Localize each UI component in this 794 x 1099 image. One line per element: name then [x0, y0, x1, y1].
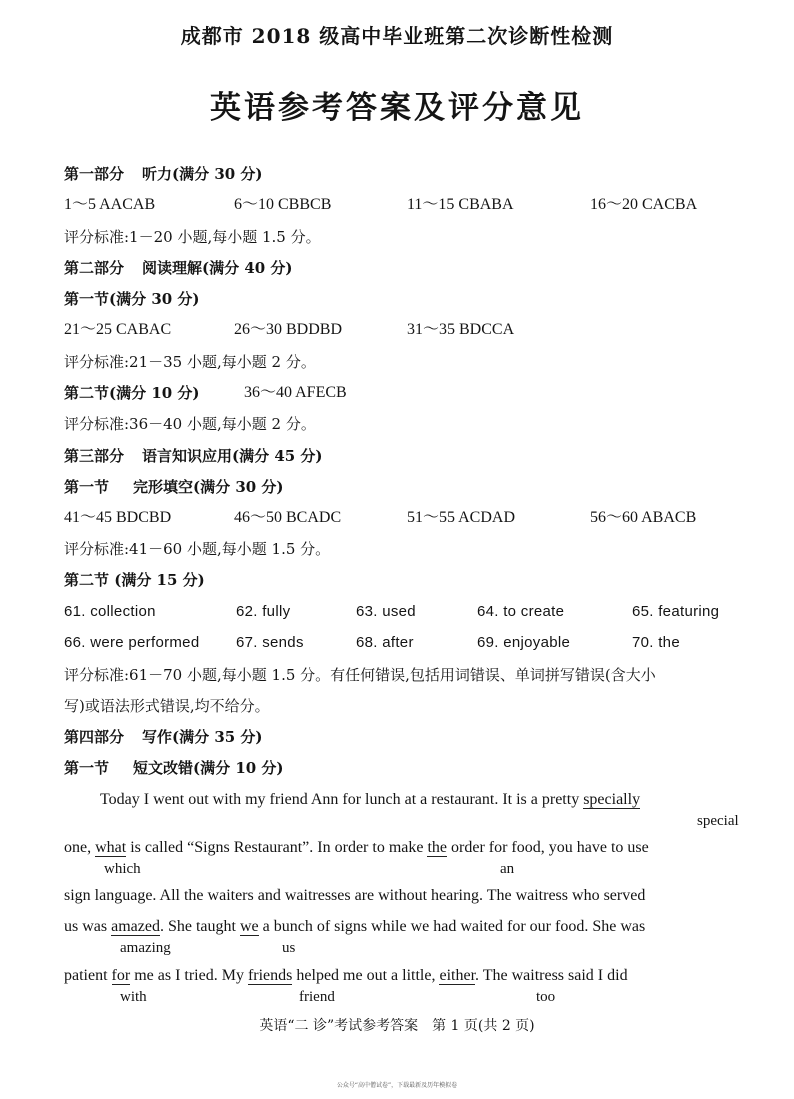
answer-group: 1～5 AACAB — [64, 196, 156, 213]
section-heading: 第一节(满分 30 分) — [64, 290, 200, 308]
answer-group: 26～30 BDDBD — [234, 321, 343, 338]
scoring-criteria: 评分标准:36－40 小题,每小题 2 分。 — [64, 415, 316, 433]
scoring-criteria: 评分标准:21－35 小题,每小题 2 分。 — [64, 353, 316, 371]
error-word: either — [439, 967, 476, 984]
answer-group: 21～25 CABAC — [64, 321, 172, 338]
page-footer: 英语“二 诊”考试参考答案 第 1 页(共 2 页) — [259, 1018, 535, 1034]
correction-word: special — [697, 813, 739, 829]
watermark-text: 公众号“高中僧试卷”，下载最新及历年模拟卷 — [336, 1082, 458, 1089]
scoring-criteria: 评分标准:61－70 小题,每小题 1.5 分。有任何错误,包括用词错误、单词拼写错误(含大小 — [64, 666, 656, 684]
part4-heading-title: 写作(满分 35 分) — [142, 728, 263, 746]
answer-group: 41～45 BDCBD — [64, 509, 172, 526]
passage-line — [64, 917, 645, 937]
answer-group: 6～10 CBBCB — [234, 196, 332, 213]
section-heading: 第二节 (满分 15 分) — [64, 571, 205, 589]
answer-group: 36～40 AFECB — [244, 384, 347, 401]
answer-item: 63. used — [356, 603, 416, 620]
answer-item: 70. the — [632, 634, 680, 651]
passage-text: one, — [64, 839, 96, 856]
part3-heading-title: 语言知识应用(满分 45 分) — [142, 447, 323, 465]
scoring-criteria: 评分标准:41－60 小题,每小题 1.5 分。 — [64, 540, 331, 558]
part3-heading — [64, 446, 323, 466]
scoring-criteria-continued: 写)或语法形式错误,均不给分。 — [64, 697, 270, 715]
part3-heading-label: 第三部分 — [64, 447, 125, 465]
passage-text: us was — [64, 918, 112, 935]
section-heading-label: 第一节 — [64, 759, 110, 777]
section-heading — [64, 477, 284, 497]
part2-heading-title: 阅读理解(满分 40 分) — [142, 259, 293, 277]
passage-text: . She taught — [159, 918, 240, 935]
section-heading-title: 完形填空(满分 30 分) — [133, 478, 284, 496]
answer-group: 31～35 BDCCA — [407, 321, 515, 338]
passage-line — [100, 790, 640, 810]
answer-item: 66. were performed — [64, 634, 200, 651]
section-heading-title: 短文改错(满分 10 分) — [133, 759, 284, 777]
answer-item: 65. featuring — [632, 603, 720, 620]
passage-text: a bunch of signs while we had waited for our food. She was — [258, 918, 646, 935]
passage-line — [64, 966, 628, 986]
exam-title: 成都市 2018 级高中毕业班第二次诊断性检测 — [180, 24, 614, 48]
correction-word: with — [120, 989, 147, 1005]
answer-group: 11～15 CBABA — [407, 196, 514, 213]
section-heading-label: 第一节 — [64, 478, 110, 496]
passage-text: Today I went out with my friend Ann for lunch at a restaurant. It is a pretty — [100, 791, 584, 808]
part2-heading-label: 第二部分 — [64, 259, 125, 277]
passage-text: order for food, you have to use — [447, 839, 649, 856]
part1-heading — [64, 164, 263, 184]
error-word: the — [427, 839, 448, 856]
answer-group: 56～60 ABACB — [590, 509, 697, 526]
passage-text: is called “Signs Restaurant”. In order to make — [126, 839, 428, 856]
document-title: 英语参考答案及评分意见 — [210, 90, 584, 126]
passage-line — [64, 838, 649, 858]
part4-heading — [64, 727, 263, 747]
correction-word: too — [536, 989, 556, 1005]
error-word: specially — [583, 791, 641, 808]
correction-word: which — [104, 861, 141, 877]
answer-item: 61. collection — [64, 603, 156, 620]
part2-heading — [64, 258, 293, 278]
section-heading — [64, 758, 284, 778]
error-word: for — [111, 967, 131, 984]
section-heading: 第二节(满分 10 分) — [64, 384, 200, 402]
correction-word: friend — [299, 989, 335, 1005]
answer-group: 46～50 BCADC — [234, 509, 342, 526]
answer-item: 67. sends — [236, 634, 304, 651]
passage-line: sign language. All the waiters and waitresses are without hearing. The waitress who served — [64, 887, 646, 904]
answer-group: 16～20 CACBA — [590, 196, 698, 213]
error-word: we — [239, 918, 259, 935]
part1-heading-label: 第一部分 — [64, 165, 125, 183]
part1-heading-title: 听力(满分 30 分) — [142, 165, 263, 183]
answer-item: 64. to create — [477, 603, 565, 620]
answer-item: 68. after — [356, 634, 414, 651]
error-word: friends — [247, 967, 293, 984]
answer-group: 51～55 ACDAD — [407, 509, 516, 526]
passage-text: me as I tried. My — [130, 967, 248, 984]
answer-item: 62. fully — [236, 603, 291, 620]
passage-text: . The waitress said I did — [475, 967, 628, 984]
correction-word: an — [500, 861, 515, 877]
passage-text: helped me out a little, — [292, 967, 440, 984]
scoring-criteria: 评分标准:1－20 小题,每小题 1.5 分。 — [64, 228, 321, 246]
part4-heading-label: 第四部分 — [64, 728, 125, 746]
correction-word: amazing — [120, 940, 171, 956]
passage-text: patient — [64, 967, 112, 984]
answer-item: 69. enjoyable — [477, 634, 571, 651]
error-word: what — [95, 839, 127, 856]
correction-word: us — [282, 940, 296, 956]
error-word: amazed — [111, 918, 160, 935]
